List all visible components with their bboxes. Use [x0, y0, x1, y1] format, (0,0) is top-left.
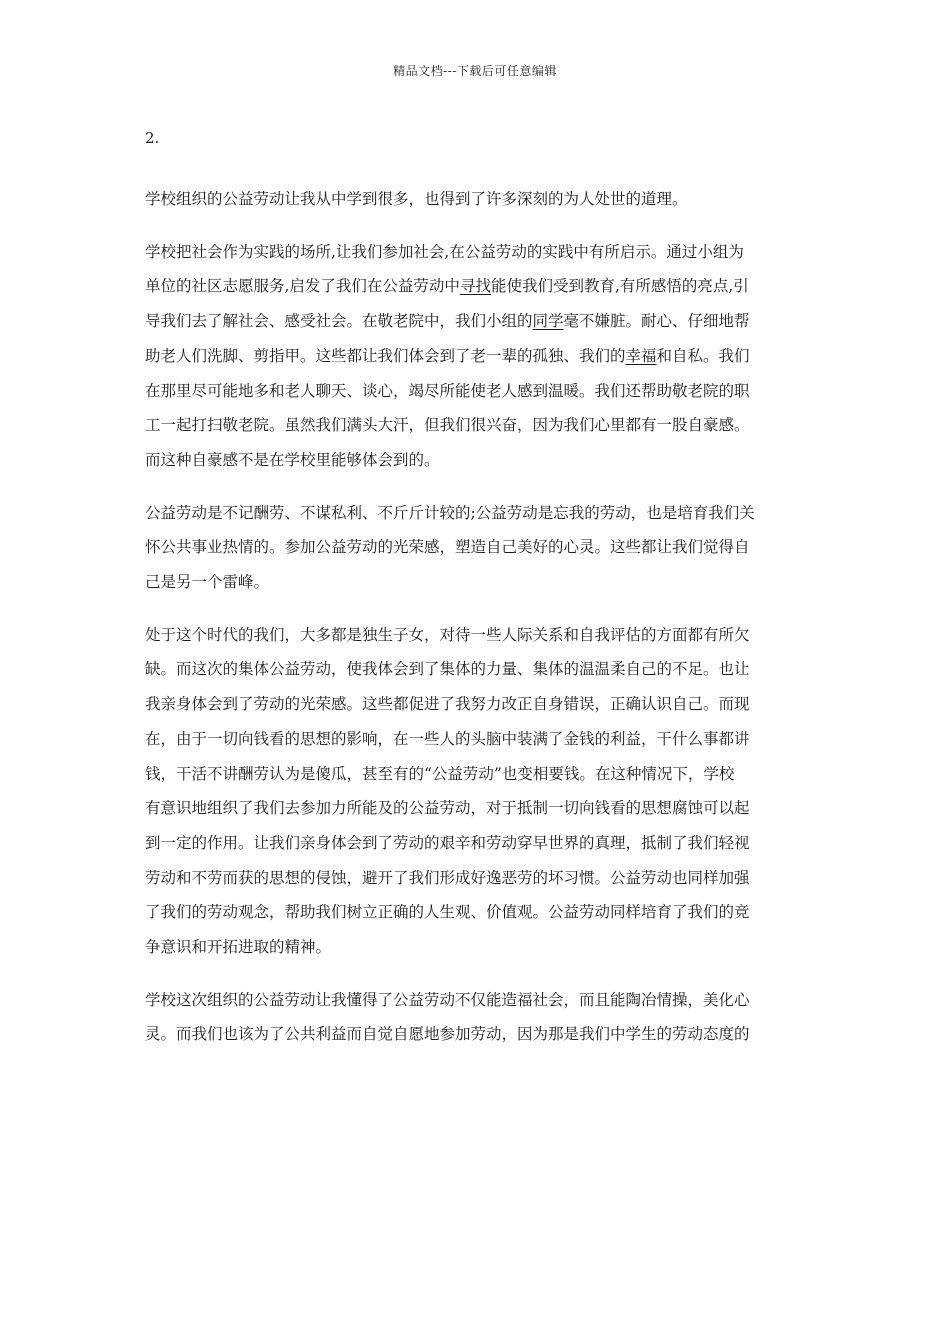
paragraph-line: 到一定的作用。让我们亲身体会到了劳动的艰辛和劳动穿早世界的真理，抵制了我们轻视 — [145, 833, 750, 852]
text-segment: 和自私。我们 — [656, 346, 750, 365]
text-segment: 能使我们受到教育,有所感悟的亮点,引 — [490, 277, 749, 296]
paragraph-line: 而这种自豪感不是在学校里能够体会到的。 — [145, 450, 440, 469]
text-segment: 助老人们洗脚、剪指甲。这些都让我们体会到了老一辈的孤独、我们的 — [145, 346, 626, 365]
paragraph-line: 争意识和开拓进取的精神。 — [145, 938, 332, 957]
text-segment: 导我们去了解社会、感受社会。在敬老院中，我们小组的 — [145, 312, 533, 331]
paragraph-line: 公益劳动是不记酬劳、不谋私利、不斤斤计较的;公益劳动是忘我的劳动，也是培育我们关 — [145, 503, 755, 522]
paragraph-line: 灵。而我们也该为了公共利益而自觉自愿地参加劳动，因为那是我们中学生的劳动态度的 — [145, 1025, 750, 1044]
paragraph-line: 学校把社会作为实践的场所,让我们参加社会,在公益劳动的实践中有所启示。通过小组为 — [145, 242, 744, 261]
paragraph-line: 在那里尽可能地多和老人聊天、谈心，竭尽所能使老人感到温暖。我们还帮助敬老院的职 — [145, 381, 750, 400]
paragraph-line — [145, 339, 810, 374]
paragraph-line — [145, 269, 810, 304]
underlined-link-text[interactable]: 寻找 — [459, 277, 491, 296]
paragraph-5 — [145, 983, 810, 1052]
paragraph-line: 怀公共事业热情的。参加公益劳动的光荣感，塑造自己美好的心灵。这些都让我们觉得自 — [145, 538, 750, 557]
paragraph-3 — [145, 496, 810, 600]
paragraph-line: 工一起打扫敬老院。虽然我们满头大汗，但我们很兴奋，因为我们心里都有一股自豪感。 — [145, 416, 750, 435]
text-segment: 毫不嫌脏。耐心、仔细地帮 — [563, 312, 750, 331]
paragraph-1 — [145, 182, 810, 217]
paragraph-4 — [145, 618, 810, 965]
paragraph-line: 己是另一个雷峰。 — [145, 573, 270, 592]
paragraph-line: 劳动和不劳而获的思想的侵蚀，避开了我们形成好逸恶劳的坏习惯。公益劳动也同样加强 — [145, 868, 750, 887]
paragraph-line: 我亲身体会到了劳动的光荣感。这些都促进了我努力改正自身错误，正确认识自己。而现 — [145, 695, 750, 714]
paragraph-line: 有意识地组织了我们去参加力所能及的公益劳动，对于抵制一切向钱看的思想腐蚀可以起 — [145, 799, 750, 818]
page-header: 精品文档---下载后可任意编辑 — [393, 64, 557, 78]
underlined-link-text[interactable]: 同学 — [532, 312, 564, 331]
paragraph-line: 了我们的劳动观念，帮助我们树立正确的人生观、价值观。公益劳动同样培育了我们的竞 — [145, 903, 750, 922]
underlined-link-text[interactable]: 幸福 — [625, 346, 657, 365]
paragraph-2 — [145, 235, 810, 478]
document-body — [145, 126, 810, 1070]
paragraph-line: 缺。而这次的集体公益劳动，使我体会到了集体的力量、集体的温温柔自己的不足。也让 — [145, 660, 750, 679]
paragraph-line: 学校组织的公益劳动让我从中学到很多，也得到了许多深刻的为人处世的道理。 — [145, 190, 688, 208]
paragraph-line: 学校这次组织的公益劳动让我懂得了公益劳动不仅能造福社会，而且能陶冶情操，美化心 — [145, 990, 750, 1009]
paragraph-line: 钱，干活不讲酬劳认为是傻瓜，甚至有的“公益劳动”也变相要钱。在这种情况下，学校 — [145, 764, 735, 783]
paragraph-line: 在，由于一切向钱看的思想的影响，在一些人的头脑中装满了金钱的利益，干什么事都讲 — [145, 729, 750, 748]
paragraph-line — [145, 304, 810, 339]
text-segment: 单位的社区志愿服务,启发了我们在公益劳动中 — [145, 277, 460, 296]
section-number: 2. — [145, 129, 160, 147]
paragraph-line: 处于这个时代的我们，大多都是独生子女，对待一些人际关系和自我评估的方面都有所欠 — [145, 625, 750, 644]
